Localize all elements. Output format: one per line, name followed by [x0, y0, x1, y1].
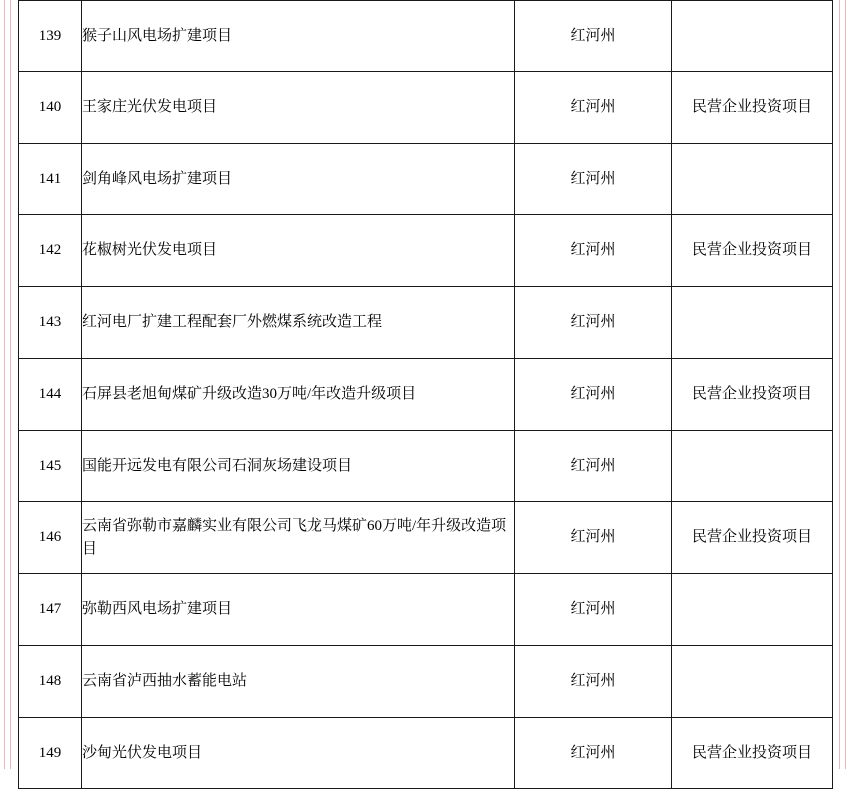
table-row — [19, 431, 833, 502]
row-name: 猴子山风电场扩建项目 — [82, 27, 233, 44]
row-name-cell — [82, 215, 515, 287]
project-table-container — [18, 0, 832, 789]
row-name: 王家庄光伏发电项目 — [82, 99, 218, 116]
row-region: 红河州 — [570, 457, 616, 474]
row-name-cell — [82, 359, 515, 431]
row-name: 云南省泸西抽水蓄能电站 — [82, 673, 248, 690]
row-name: 国能开远发电有限公司石洞灰场建设项目 — [82, 457, 353, 474]
row-type: 民营企业投资项目 — [691, 529, 812, 546]
row-region-cell — [515, 646, 672, 718]
row-region: 红河州 — [570, 529, 616, 546]
row-region-cell — [515, 287, 672, 359]
row-name-cell — [82, 718, 515, 789]
row-index-cell — [19, 431, 82, 502]
page-edge-line-right-outer — [845, 0, 846, 769]
row-index-cell — [19, 1, 82, 72]
row-type-cell — [672, 502, 833, 574]
row-type-cell — [672, 287, 833, 359]
row-index-cell — [19, 359, 82, 431]
row-index-cell — [19, 502, 82, 574]
row-index: 148 — [38, 673, 62, 690]
row-region-cell — [515, 502, 672, 574]
row-index: 145 — [38, 457, 62, 474]
row-name: 花椒树光伏发电项目 — [82, 242, 218, 259]
project-table-body — [19, 1, 833, 789]
row-region-cell — [515, 72, 672, 144]
row-region: 红河州 — [570, 673, 616, 690]
table-row — [19, 215, 833, 287]
row-index: 147 — [38, 601, 62, 618]
row-region: 红河州 — [570, 27, 616, 44]
page-edge-line-left-inner — [10, 0, 11, 769]
table-row — [19, 144, 833, 215]
row-region-cell — [515, 144, 672, 215]
row-name-cell — [82, 646, 515, 718]
row-region: 红河州 — [570, 242, 616, 259]
row-region-cell — [515, 359, 672, 431]
row-name: 剑角峰风电场扩建项目 — [82, 170, 233, 187]
row-name: 云南省弥勒市嘉麟实业有限公司飞龙马煤矿60万吨/年升级改造项目 — [82, 518, 507, 557]
row-type: 民营企业投资项目 — [691, 99, 812, 116]
row-name: 弥勒西风电场扩建项目 — [82, 601, 233, 618]
row-index: 141 — [38, 170, 62, 187]
row-type: 民营企业投资项目 — [691, 386, 812, 403]
row-name: 石屏县老旭甸煤矿升级改造30万吨/年改造升级项目 — [82, 386, 417, 403]
row-index: 149 — [38, 744, 62, 761]
row-name-cell — [82, 144, 515, 215]
row-name-cell — [82, 287, 515, 359]
row-index: 146 — [38, 529, 62, 546]
row-region: 红河州 — [570, 386, 616, 403]
row-region: 红河州 — [570, 744, 616, 761]
row-type-cell — [672, 574, 833, 646]
row-type-cell — [672, 646, 833, 718]
row-index: 139 — [38, 27, 62, 44]
row-type-cell — [672, 431, 833, 502]
project-table — [18, 0, 833, 789]
row-region: 红河州 — [570, 601, 616, 618]
row-index-cell — [19, 72, 82, 144]
row-region: 红河州 — [570, 314, 616, 331]
row-type-cell — [672, 144, 833, 215]
row-region: 红河州 — [570, 99, 616, 116]
row-name: 沙甸光伏发电项目 — [82, 744, 203, 761]
row-index: 144 — [38, 386, 62, 403]
page-edge-line-right-inner — [839, 0, 840, 769]
row-name-cell — [82, 72, 515, 144]
table-row — [19, 287, 833, 359]
row-index-cell — [19, 574, 82, 646]
row-index-cell — [19, 718, 82, 789]
row-region: 红河州 — [570, 170, 616, 187]
row-region-cell — [515, 1, 672, 72]
row-index: 143 — [38, 314, 62, 331]
row-type: 民营企业投资项目 — [691, 242, 812, 259]
row-region-cell — [515, 574, 672, 646]
table-row — [19, 718, 833, 789]
row-name: 红河电厂扩建工程配套厂外燃煤系统改造工程 — [82, 314, 383, 331]
row-type: 民营企业投资项目 — [691, 744, 812, 761]
row-region-cell — [515, 718, 672, 789]
row-type-cell — [672, 1, 833, 72]
row-index: 142 — [38, 242, 62, 259]
row-index-cell — [19, 646, 82, 718]
row-name-cell — [82, 502, 515, 574]
table-row — [19, 646, 833, 718]
row-region-cell — [515, 431, 672, 502]
row-index-cell — [19, 215, 82, 287]
row-name-cell — [82, 574, 515, 646]
table-row — [19, 359, 833, 431]
row-type-cell — [672, 359, 833, 431]
row-type-cell — [672, 215, 833, 287]
row-type-cell — [672, 72, 833, 144]
table-row — [19, 502, 833, 574]
row-name-cell — [82, 431, 515, 502]
row-name-cell — [82, 1, 515, 72]
row-type-cell — [672, 718, 833, 789]
row-index-cell — [19, 144, 82, 215]
table-row — [19, 574, 833, 646]
table-row — [19, 1, 833, 72]
row-index-cell — [19, 287, 82, 359]
page-edge-line-left-outer — [4, 0, 5, 769]
row-index: 140 — [38, 99, 62, 116]
table-row — [19, 72, 833, 144]
row-region-cell — [515, 215, 672, 287]
